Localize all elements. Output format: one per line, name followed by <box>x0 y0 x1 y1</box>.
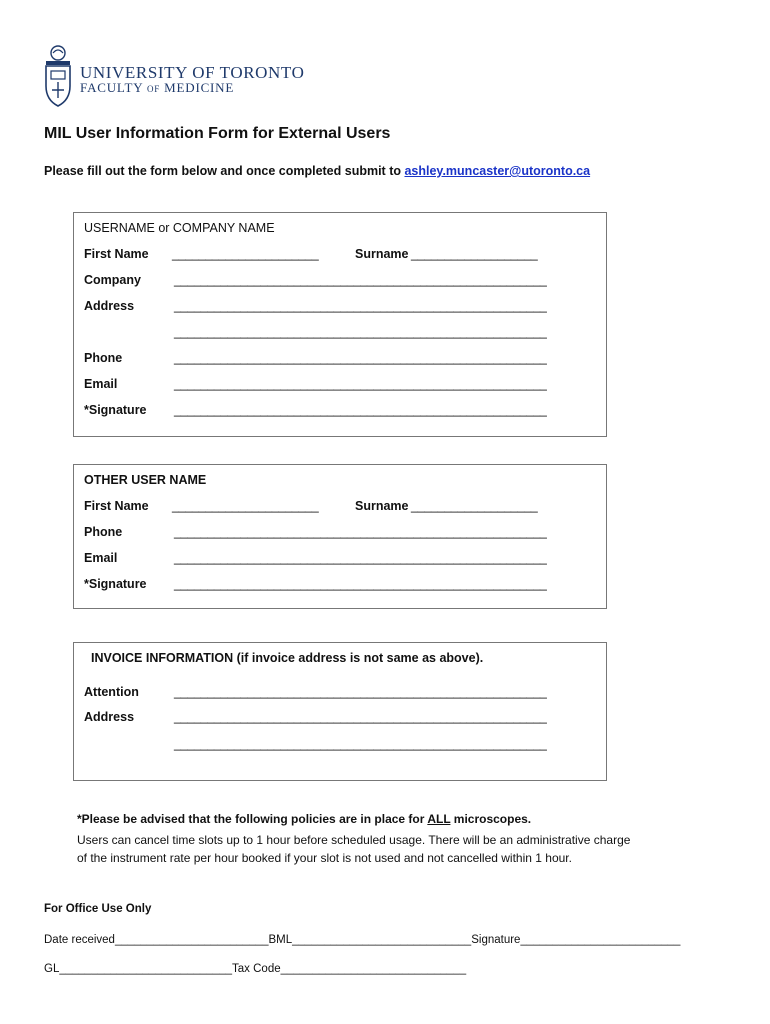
email-label: Email <box>84 377 118 391</box>
office-signature-field[interactable]: _________________________ <box>520 934 681 946</box>
other-surname-label: Surname <box>355 499 409 513</box>
policy-note: *Please be advised that the following policies are in place for ALL microscopes. <box>77 812 532 826</box>
section1-heading: USERNAME or COMPANY NAME <box>84 221 275 235</box>
other-phone-field[interactable]: ________________________________________________________ <box>174 525 547 539</box>
email-field[interactable]: ________________________________________________________ <box>174 377 547 391</box>
date-received-label: Date received <box>44 934 115 946</box>
office-row-1 <box>44 934 680 946</box>
university-crest-logo <box>42 44 74 108</box>
tax-code-field[interactable]: _____________________________ <box>280 963 467 975</box>
office-signature-label: Signature <box>471 934 521 946</box>
company-label: Company <box>84 273 141 287</box>
attention-field[interactable]: ________________________________________________________ <box>174 685 547 699</box>
attention-label: Attention <box>84 685 139 699</box>
invoice-address-field-1[interactable]: ________________________________________________________ <box>174 710 547 724</box>
address-label: Address <box>84 299 135 313</box>
surname-label: Surname <box>355 247 409 261</box>
office-row-2 <box>44 963 466 975</box>
page-title: MIL User Information Form for External Users <box>44 125 391 142</box>
instructions <box>44 164 590 178</box>
address-field-1[interactable]: ________________________________________________________ <box>174 299 547 313</box>
logo-faculty-text: FACULTY OF MEDICINE <box>80 80 235 95</box>
email-link[interactable]: ashley.muncaster@utoronto.ca <box>404 164 591 178</box>
gl-field[interactable]: ___________________________ <box>59 963 233 975</box>
other-phone-label: Phone <box>84 525 123 539</box>
policy-line-2: of the instrument rate per hour booked if your slot is not used and not cancelled within 1 hour. <box>77 851 572 865</box>
address-field-2[interactable]: ________________________________________________________ <box>174 325 547 339</box>
other-email-label: Email <box>84 551 118 565</box>
bml-field[interactable]: ____________________________ <box>292 934 472 946</box>
other-signature-label: *Signature <box>84 577 147 591</box>
tax-code-label: Tax Code <box>232 963 281 975</box>
gl-label: GL <box>44 963 60 975</box>
other-first-name-label: First Name <box>84 499 149 513</box>
other-surname-field[interactable]: ___________________ <box>411 499 538 513</box>
phone-label: Phone <box>84 351 123 365</box>
office-use-heading: For Office Use Only <box>44 903 152 915</box>
other-signature-field[interactable]: ________________________________________________________ <box>174 577 547 591</box>
policy-line-1: Users can cancel time slots up to 1 hour before scheduled usage. There will be an administrative charge <box>77 833 631 847</box>
invoice-address-field-2[interactable]: ________________________________________________________ <box>174 737 547 751</box>
logo-university-text: UNIVERSITY OF TORONTO <box>80 63 305 82</box>
bml-label: BML <box>268 934 293 946</box>
date-received-field[interactable]: ________________________ <box>114 934 269 946</box>
section3-heading: INVOICE INFORMATION (if invoice address is not same as above). <box>91 651 484 665</box>
other-email-field[interactable]: ________________________________________________________ <box>174 551 547 565</box>
invoice-address-label: Address <box>84 710 135 724</box>
company-field[interactable]: ________________________________________________________ <box>174 273 547 287</box>
instructions-text: Please fill out the form below and once completed submit to <box>44 164 405 178</box>
section2-heading: OTHER USER NAME <box>84 473 207 487</box>
first-name-field[interactable]: ______________________ <box>172 247 319 261</box>
first-name-label: First Name <box>84 247 149 261</box>
signature-field[interactable]: ________________________________________________________ <box>174 403 547 417</box>
other-first-name-field[interactable]: ______________________ <box>172 499 319 513</box>
phone-field[interactable]: ________________________________________________________ <box>174 351 547 365</box>
surname-field[interactable]: ___________________ <box>411 247 538 261</box>
signature-label: *Signature <box>84 403 147 417</box>
